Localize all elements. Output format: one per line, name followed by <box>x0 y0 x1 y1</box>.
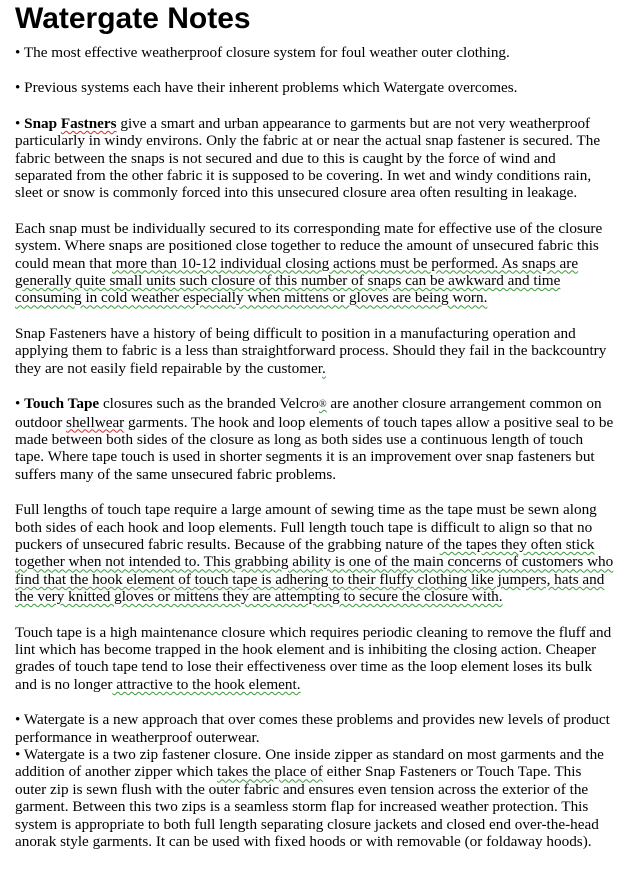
touch-tape-lead: Touch Tape <box>24 395 100 413</box>
grammar-mark: attractive to the hook element. <box>112 675 301 693</box>
grammar-mark: clothing like jumpers, hats and the very knitted gloves or mittens they are attempting to secure the closure with. <box>15 570 605 606</box>
document-page <box>15 0 615 850</box>
snap-lead-a: Snap <box>24 114 61 132</box>
paragraph-5 <box>15 325 615 377</box>
bullet: • <box>15 711 24 729</box>
paragraph-6-text-a: closures such as the branded Velcro <box>99 395 320 413</box>
paragraph-6-text-d: garments. The hook and loop elements of touch tapes allow a positive seal to be made between both sides of the closure as long as both sides use a continuous length of touch tape. Where tape touch is used in shorter segments it is an improvement over snap fasteners but suffers many of the same unsecured fabric problems. <box>15 413 614 483</box>
paragraph-2 <box>15 79 615 96</box>
grammar-mark: . <box>322 359 326 377</box>
paragraph-1 <box>15 44 615 61</box>
document-title: Watergate Notes <box>15 2 251 35</box>
grammar-mark: takes the place of <box>217 763 323 781</box>
paragraph-8-text-a: Touch tape is a high maintenance closure which requires periodic cleaning to remove the fluff and lint which has become trapped in the hook element and is inhibiting the closing action. Cheaper grades of touch tape tend to lose their effectiveness over time as the loop element loses its bulk and is no longer <box>15 623 612 693</box>
paragraph-10 <box>15 746 615 850</box>
paragraph-4 <box>15 220 615 307</box>
document-body <box>15 44 615 850</box>
paragraph-snap-fasteners <box>15 115 615 202</box>
paragraph-7-text-a: Full lengths of touch tape require a large amount of sewing time as the tape must be sewn along both sides of each hook and loop elements. Full length touch tape is difficult to align so that no puckers of unsecured fabric results. Because of the grabbing nature of <box>15 501 597 553</box>
paragraph-2-text: Previous systems each have their inherent problems which Watergate overcomes. <box>24 79 518 97</box>
paragraph-9-text: Watergate is a new approach that over comes these problems and provides new levels of product performance in weatherproof outerwear. <box>15 711 610 746</box>
grammar-mark: the tapes they often stick together when not intended to. This grabbing ability is one of the main concerns of customers who find that the hook element of touch tape is adhering to their fluffy <box>15 535 614 588</box>
paragraph-10-text-c: either Snap Fasteners or Touch Tape. This outer zip is sewn flush with the outer fabric and ensures even tension across the exterior of the garment. Between this two zips is a seamless storm flap for increased weather protection. This system is appropriate to both full length separating closure jackets and closed end over-the-head anorak style garments. It can be used with fixed hoods or with removable (or foldaway hoods). <box>15 763 599 851</box>
bullet: • <box>15 746 24 763</box>
paragraph-4-text-a: Each snap must be individually secured to its corresponding mate for effective use of the closure system. Where snaps are positioned close together to reduce the amount of unsecured fabric this could mean that <box>15 219 603 272</box>
bullet: • <box>15 44 24 61</box>
bullet: • <box>15 79 25 97</box>
spelling-mark: shellwear <box>66 413 125 431</box>
paragraph-1-text: The most effective weatherproof closure system for foul weather outer clothing. <box>23 44 510 61</box>
bullet: • <box>15 114 25 132</box>
paragraph-6-text-b: are another closure arrangement common on outdoor <box>15 395 602 431</box>
paragraph-3-text: give a smart and urban appearance to garments but are not very weatherproof particularly in windy environs. Only the fabric at or near the actual snap fastener is secured. The fabric between the snaps is not secured and due to this is caught by the force of wind and separated from the other fabric it is supposed to be covering. In wet and windy conditions rain, sleet or snow is commonly forced into this unsecured closure area often resulting in leakage. <box>15 114 601 202</box>
paragraph-touch-tape <box>15 395 615 483</box>
paragraph-8 <box>15 624 615 694</box>
snap-lead-misspelled: Fastners <box>60 114 117 132</box>
bullet: • <box>15 395 25 413</box>
registered-mark: ® <box>319 399 327 411</box>
paragraph-7 <box>15 501 615 605</box>
paragraph-9 <box>15 711 615 746</box>
paragraph-5-text-a: Snap Fasteners have a history of being difficult to position in a manufacturing operation and applying them to fabric is a less than straightforward process. Should they fail in the backcountry they are not easily field repairable by the customer <box>15 324 607 377</box>
grammar-mark: more than 10-12 individual closing actions must be performed. As snaps are generally quite small units such closure of this number of snaps can be awkward and time consuming in cold weather especially when mittens or gloves are being worn. <box>15 254 579 307</box>
paragraph-10-text-a: Watergate is a two zip fastener closure. One inside zipper as standard on most garments and the addition of another zipper which <box>15 746 604 781</box>
